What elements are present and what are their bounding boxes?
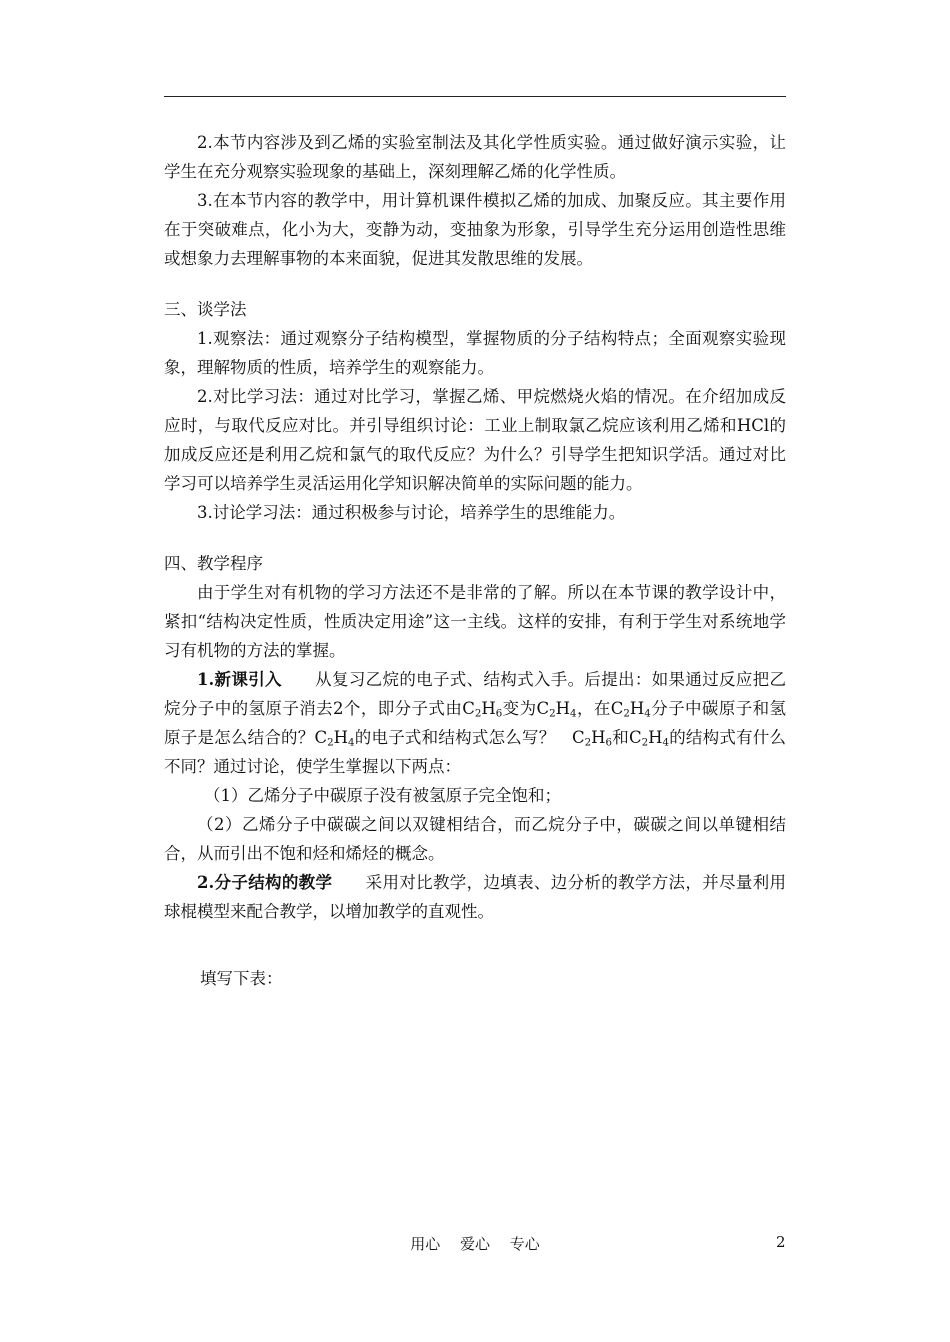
step-title: 1.新课引入 — [197, 670, 282, 689]
section-heading-learning-methods: 三、谈学法 — [164, 300, 247, 319]
key-point-2: （2）乙烯分子中碳碳之间以双键相结合，而乙烷分子中，碳碳之间以单键相结合，从而引出不饱和烃和烯烃的概念。 — [164, 815, 786, 863]
key-point-1: （1）乙烯分子中碳原子没有被氢原子完全饱和； — [204, 786, 561, 805]
method-discussion: 3.讨论学习法：通过积极参与讨论，培养学生的思维能力。 — [197, 503, 626, 522]
formula-c2h6: $C_2H_6$ — [462, 699, 503, 720]
method-observation: 1.观察法：通过观察分子结构模型，掌握物质的分子结构特点；全面观察实验现象，理解物质的性质，培养学生的观察能力。 — [164, 329, 786, 377]
step-title: 2.分子结构的教学 — [197, 873, 333, 892]
step-molecular-structure: 2.分子结构的教学 采用对比教学，边填表、边分析的教学方法，并尽量利用球棍模型来配合教学，以增加教学的直观性。 — [164, 873, 786, 921]
section-heading-teaching-procedure: 四、教学程序 — [164, 554, 263, 573]
formula-c2h4: $C_2H_4$ — [628, 728, 669, 749]
footer-motto: 用心 爱心 专心 — [410, 1235, 540, 1253]
formula-c2h4: $C_2H_4$ — [314, 728, 355, 749]
procedure-overview: 由于学生对有机物的学习方法还不是非常的了解。所以在本节课的教学设计中，紧扣“结构决定性质，性质决定用途”这一主线。这样的安排，有利于学生对系统地学习有机物的方法的掌握。 — [164, 583, 786, 660]
formula-c2h4: $C_2H_4$ — [610, 699, 651, 720]
page-number: 2 — [776, 1233, 786, 1251]
fill-table-prompt: 填写下表： — [200, 969, 283, 988]
formula-c2h4: $C_2H_4$ — [536, 699, 577, 720]
paragraph-intro-2: 2.本节内容涉及到乙烯的实验室制法及其化学性质实验。通过做好演示实验，让学生在充分观察实验现象的基础上，深刻理解乙烯的化学性质。 — [164, 133, 786, 181]
paragraph-intro-3: 3.在本节内容的教学中，用计算机课件模拟乙烯的加成、加聚反应。其主要作用在于突破难点，化小为大，变静为动，变抽象为形象，引导学生充分运用创造性思维或想象力去理解事物的本来面貌，促进其发散思维的发展。 — [164, 191, 786, 268]
header-rule — [164, 96, 786, 97]
document-body — [164, 128, 786, 993]
formula-c2h6: $C_2H_6$ — [571, 728, 612, 749]
method-comparison: 2.对比学习法：通过对比学习，掌握乙烯、甲烷燃烧火焰的情况。在介绍加成反应时，与取代反应对比。并引导组织讨论：工业上制取氯乙烷应该利用乙烯和HCl的加成反应还是利用乙烷和氯气的取代反应？为什么？引导学生把知识学活。通过对比学习可以培养学生灵活运用化学知识解决简单的实际问题的能力。 — [164, 387, 786, 493]
step-new-lesson-intro: 1.新课引入 从复习乙烷的电子式、结构式入手。后提出：如果通过反应把乙烷分子中的氢原子消去2个，即分子式由$C_2H_6$变为$C_2H_4$，在$C_2H_4$分子中碳原子和氢原子是怎么结合的？$C_2H_4$的电子式和结构式怎么写？ $C_2H_6$和$C_2H_4$的结构式有什么不同？通过讨论，使学生掌握以下两点： — [164, 670, 787, 776]
